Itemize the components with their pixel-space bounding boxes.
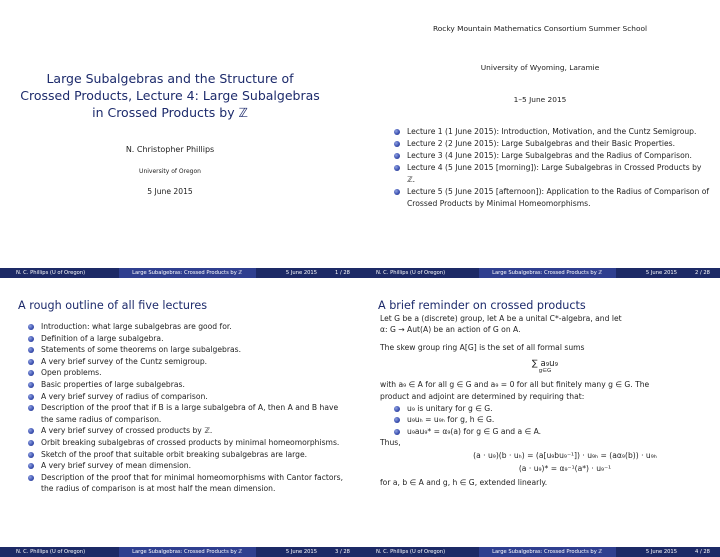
lecture-list: [394, 126, 710, 210]
footer-title: Large Subalgebras: Crossed Products by ℤ: [479, 547, 616, 557]
bullet-icon: [28, 336, 34, 342]
bullet-icon: [394, 153, 400, 159]
sum-index: g∈G: [538, 368, 552, 375]
footer-author: N. C. Phillips (U of Oregon): [0, 547, 119, 557]
page-number: 3 / 28: [335, 549, 350, 555]
list-item: A very brief survey of the Cuntz semigroup.: [28, 356, 346, 368]
list-item: Lecture 2 (2 June 2015): Large Subalgebras and their Basic Properties.: [394, 138, 710, 150]
bullet-icon: [28, 440, 34, 446]
summer-school: Rocky Mountain Mathematics Consortium Summer School: [432, 24, 648, 33]
footer-date: 5 June 2015: [645, 549, 678, 555]
bullet-icon: [28, 452, 34, 458]
slide-3: [0, 279, 360, 557]
list-item: Lecture 4 (5 June 2015 [morning]): Large Subalgebras in Crossed Products by ℤ.: [394, 162, 710, 186]
bullet-icon: [394, 165, 400, 171]
slide-body: [380, 313, 710, 488]
list-item: Basic properties of large subalgebras.: [28, 379, 346, 391]
lecture-title: Large Subalgebras and the Structure of Crossed Products, Lecture 4: Large Subalgebras in Crossed Products by ℤ: [20, 71, 320, 120]
thus-label: Thus,: [380, 438, 401, 448]
slide-footer: [0, 547, 360, 557]
outline-list: [28, 321, 346, 495]
bullet-icon: [28, 324, 34, 330]
footer-date: 5 June 2015: [285, 270, 318, 276]
institution: University of Oregon: [139, 168, 201, 175]
list-item: u₉au₉* = α₉(a) for g ∈ G and a ∈ A.: [394, 426, 710, 437]
bullet-icon: [28, 428, 34, 434]
author-name: N. Christopher Phillips: [125, 145, 215, 154]
bullet-icon: [394, 129, 400, 135]
bullet-icon: [28, 347, 34, 353]
condition-line-2: product and adjoint are determined by requiring that:: [380, 391, 585, 401]
list-item: u₉uₕ = u₉ₕ for g, h ∈ G.: [394, 414, 710, 425]
list-item: Lecture 3 (4 June 2015): Large Subalgebras and the Radius of Comparison.: [394, 150, 710, 162]
footer-author: N. C. Phillips (U of Oregon): [360, 268, 479, 278]
bullet-icon: [394, 417, 400, 423]
closing-line: for a, b ∈ A and g, h ∈ G, extended linearly.: [380, 477, 548, 487]
bullet-icon: [28, 359, 34, 365]
list-item: Open problems.: [28, 367, 346, 379]
adjoint-equation: (a · u₉)* = α₉⁻¹(a*) · u₉⁻¹: [518, 463, 612, 473]
frame-title: A brief reminder on crossed products: [378, 299, 586, 312]
list-item: Introduction: what large subalgebras are good for.: [28, 321, 346, 333]
page-number: 4 / 28: [695, 549, 710, 555]
list-item: Sketch of the proof that suitable orbit breaking subalgebras are large.: [28, 449, 346, 461]
footer-date: 5 June 2015: [645, 270, 678, 276]
slide-footer: [360, 547, 720, 557]
slide-2: [360, 0, 720, 278]
bullet-icon: [28, 463, 34, 469]
list-item: A very brief survey of mean dimension.: [28, 460, 346, 472]
footer-author: N. C. Phillips (U of Oregon): [360, 547, 479, 557]
footer-date: 5 June 2015: [285, 549, 318, 555]
intro-line-1: Let G be a (discrete) group, let A be a unital C*-algebra, and let: [380, 314, 622, 323]
list-item: Definition of a large subalgebra.: [28, 333, 346, 345]
relations-list: [394, 403, 710, 437]
frame-title: A rough outline of all five lectures: [18, 299, 208, 312]
page-number: 1 / 28: [335, 270, 350, 276]
bullet-icon: [28, 475, 34, 481]
slide-1: [0, 0, 360, 278]
bullet-icon: [28, 370, 34, 376]
list-item: Lecture 1 (1 June 2015): Introduction, Motivation, and the Cuntz Semigroup.: [394, 126, 710, 138]
bullet-icon: [28, 405, 34, 411]
bullet-icon: [394, 406, 400, 412]
lecture-date: 5 June 2015: [147, 187, 193, 196]
footer-author: N. C. Phillips (U of Oregon): [0, 268, 119, 278]
list-item: u₉ is unitary for g ∈ G.: [394, 403, 710, 414]
list-item: A very brief survey of radius of comparison.: [28, 391, 346, 403]
footer-title: Large Subalgebras: Crossed Products by ℤ: [119, 547, 256, 557]
formal-sum: ∑ a₉u₉: [531, 359, 559, 370]
page-number: 2 / 28: [695, 270, 710, 276]
slide-footer: [0, 268, 360, 278]
bullet-icon: [394, 429, 400, 435]
list-item: Orbit breaking subalgebras of crossed products by minimal homeomorphisms.: [28, 437, 346, 449]
intro-line-2: α: G → Aut(A) be an action of G on A.: [380, 325, 521, 335]
footer-title: Large Subalgebras: Crossed Products by ℤ: [119, 268, 256, 278]
list-item: Lecture 5 (5 June 2015 [afternoon]): Application to the Radius of Comparison of Crossed Products by Minimal Homeomorphisms.: [394, 186, 710, 210]
footer-title: Large Subalgebras: Crossed Products by ℤ: [479, 268, 616, 278]
list-item: A very brief survey of crossed products by ℤ.: [28, 425, 346, 437]
skew-definition: The skew group ring A[G] is the set of all formal sums: [380, 342, 585, 352]
bullet-icon: [28, 394, 34, 400]
bullet-icon: [394, 189, 400, 195]
condition-line-1: with a₉ ∈ A for all g ∈ G and a₉ = 0 for all but finitely many g ∈ G. The: [380, 380, 650, 390]
list-item: Description of the proof that for minimal homeomorphisms with Cantor factors, the radius of comparison is at most half the mean dimension.: [28, 472, 346, 495]
school-dates: 1–5 June 2015: [513, 95, 567, 104]
bullet-icon: [28, 382, 34, 388]
list-item: Statements of some theorems on large subalgebras.: [28, 344, 346, 356]
slide-footer: [360, 268, 720, 278]
product-equation: (a · u₉)(b · uₕ) = (a[u₉bu₉⁻¹]) · u₉ₕ = (aα₉(b)) · u₉ₕ: [473, 450, 657, 460]
bullet-icon: [394, 141, 400, 147]
list-item: Description of the proof that if B is a large subalgebra of A, then A and B have the same radius of comparison.: [28, 402, 346, 425]
slide-4: [360, 279, 720, 557]
university: University of Wyoming, Laramie: [480, 63, 600, 72]
